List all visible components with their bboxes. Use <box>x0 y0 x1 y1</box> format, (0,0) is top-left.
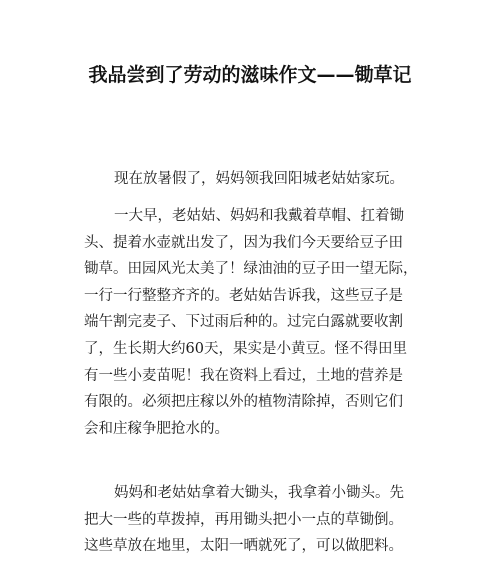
paragraph-morning <box>84 203 424 442</box>
paragraph-line: 一行一行整整齐齐的。老姑姑告诉我，这些豆子是 <box>84 287 403 304</box>
paragraph-line: 一大早，老姑姑、妈妈和我戴着草帽、扛着锄 <box>114 208 404 224</box>
paragraph-line: 现在放暑假了，妈妈领我回阳城老姑姑家玩。 <box>114 171 404 187</box>
paragraph-line: 妈妈和老姑姑拿着大锄头，我拿着小锄头。先 <box>114 485 404 501</box>
paragraph-line: 这些草放在地里，太阳一晒就死了，可以做肥料。 <box>84 538 403 555</box>
paragraph-weeding <box>84 480 424 560</box>
paragraph-line: 有一些小麦苗呢！我在资料上看过，土地的营养是 <box>84 367 403 384</box>
paragraph-line: 了，生长期大约60天，果实是小黄豆。怪不得田里 <box>84 340 407 357</box>
paragraph-line: 把大一些的草拨掉，再用锄头把小一点的草锄倒。 <box>84 511 403 528</box>
paragraph-line: 头、提着水壶就出发了，因为我们今天要给豆子田 <box>84 234 403 251</box>
paragraph-line: 会和庄稼争肥抢水的。 <box>84 420 229 437</box>
article-title: 我品尝到了劳动的滋味作文——锄草记 <box>88 64 412 86</box>
paragraph-line: 有限的。必须把庄稼以外的植物清除掉，否则它们 <box>84 394 403 411</box>
paragraph-intro <box>84 166 424 193</box>
paragraph-line: 锄草。田园风光太美了！绿油油的豆子田一望无际， <box>84 261 418 278</box>
paragraph-line: 端午割完麦子、下过雨后种的。过完白露就要收割 <box>84 314 403 331</box>
